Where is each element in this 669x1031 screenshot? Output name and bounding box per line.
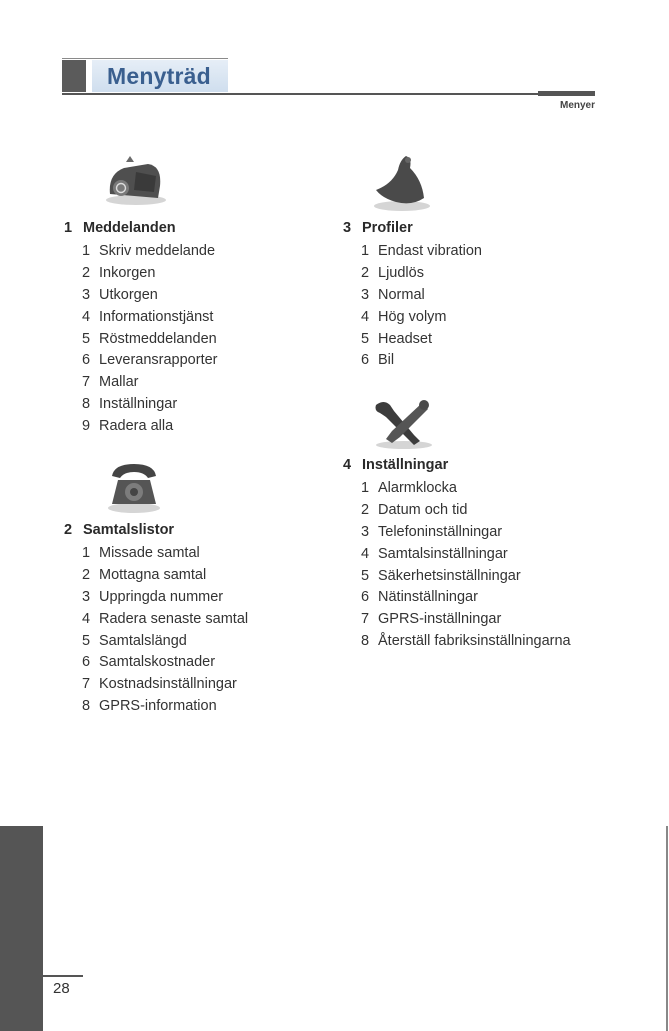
- list-item: 3 Telefoninställningar: [361, 523, 503, 540]
- list-item: 7 Kostnadsinställningar: [82, 676, 237, 693]
- list-item: 4 Radera senaste samtal: [82, 610, 249, 627]
- list-item: 1 Missade samtal: [82, 545, 200, 561]
- list-item: 5 Säkerhetsinställningar: [361, 567, 521, 584]
- list-item: 7 Mallar: [82, 374, 139, 391]
- list-item: 6 Leveransrapporter: [82, 352, 218, 369]
- list-item: 2 Mottagna samtal: [82, 566, 207, 583]
- section-number: 3: [343, 220, 352, 236]
- list-item: 4 Hög volym: [361, 308, 447, 325]
- section-label: Menyer: [559, 100, 595, 111]
- section-profiles-heading: [343, 220, 413, 236]
- section-settings-heading: [343, 457, 448, 473]
- list-item: 3 Normal: [361, 286, 425, 303]
- list-item: 7 GPRS-inställningar: [361, 611, 502, 628]
- section-title: Profiler: [362, 220, 413, 236]
- list-item: 2 Ljudlös: [361, 264, 424, 281]
- list-item: 6 Nätinställningar: [361, 589, 478, 606]
- call-lists-menu-list: [82, 543, 248, 718]
- header-rule-accent: [538, 91, 595, 96]
- header-top-line: [62, 58, 228, 59]
- settings-menu-list: [361, 478, 571, 653]
- list-item: 9 Radera alla: [82, 418, 174, 435]
- list-item: 6 Bil: [361, 352, 395, 369]
- profiles-bell-icon: [366, 152, 434, 214]
- settings-tools-icon: [370, 397, 436, 451]
- list-item: 2 Inkorgen: [82, 264, 156, 281]
- list-item: 1 Endast vibration: [361, 243, 482, 259]
- section-title: Samtalslistor: [83, 522, 175, 538]
- section-number: 1: [64, 220, 73, 236]
- call-log-telephone-icon: [104, 460, 164, 514]
- list-item: 4 Samtalsinställningar: [361, 545, 508, 562]
- profiles-menu-list: [361, 241, 482, 372]
- list-item: 3 Uppringda nummer: [82, 588, 224, 605]
- messages-menu-list: [82, 241, 218, 438]
- list-item: 8 Inställningar: [82, 396, 178, 413]
- list-item: 5 Headset: [361, 330, 433, 347]
- list-item: 3 Utkorgen: [82, 286, 158, 303]
- list-item: 1 Alarmklocka: [361, 480, 457, 496]
- list-item: 2 Datum och tid: [361, 501, 468, 518]
- header-rule: [62, 93, 595, 95]
- page-number-rule: [43, 975, 83, 977]
- messages-icon: [100, 152, 172, 210]
- section-number: 4: [343, 457, 352, 473]
- section-number: 2: [64, 522, 73, 538]
- page-number: 28: [53, 980, 70, 997]
- side-tab: [0, 826, 43, 1031]
- list-item: 8 Återställ fabriksinställningarna: [361, 633, 571, 650]
- list-item: 5 Röstmeddelanden: [82, 330, 217, 347]
- page-edge-line: [666, 826, 668, 1031]
- list-item: 6 Samtalskostnader: [82, 654, 216, 671]
- page-title: Menyträd: [107, 63, 211, 89]
- list-item: 4 Informationstjänst: [82, 308, 214, 325]
- list-item: 8 GPRS-information: [82, 698, 217, 715]
- header-block: [62, 60, 86, 92]
- section-title: Meddelanden: [83, 220, 176, 236]
- list-item: 5 Samtalslängd: [82, 632, 187, 649]
- list-item: 1 Skriv meddelande: [82, 243, 216, 259]
- section-call-lists-heading: [64, 522, 174, 538]
- section-title: Inställningar: [362, 457, 449, 473]
- section-messages-heading: [64, 220, 176, 236]
